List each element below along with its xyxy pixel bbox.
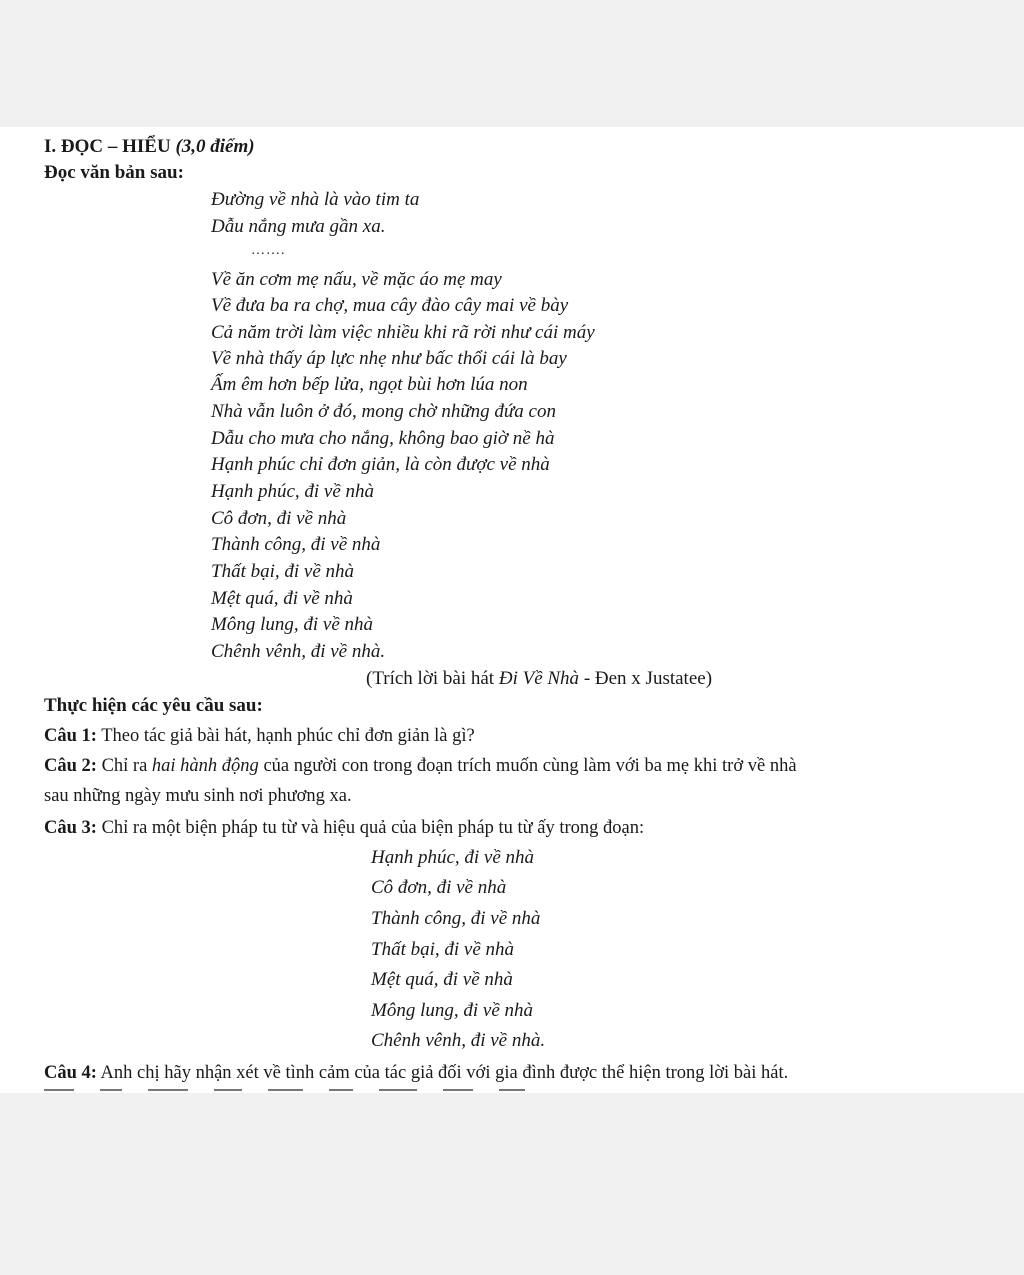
poem-line: Mệt quá, đi về nhà	[211, 588, 353, 609]
poem-line: Hạnh phúc chỉ đơn giản, là còn được về nhà	[211, 454, 550, 475]
section-title	[44, 135, 255, 159]
cropped-next-line	[44, 1089, 604, 1093]
question-2-label: Câu 2:	[44, 756, 97, 776]
poem-line: Cả năm trời làm việc nhiều khi rã rời như cái máy	[211, 322, 595, 343]
question-2-text: Chỉ ra	[96, 756, 152, 776]
excerpt-line: Chênh vênh, đi về nhà.	[371, 1030, 546, 1051]
poem-line: Nhà vẫn luôn ở đó, mong chờ những đứa con	[211, 401, 556, 422]
section-title-text: I. ĐỌC – HIỂU	[44, 136, 176, 157]
poem-line: Về ăn cơm mẹ nấu, về mặc áo mẹ may	[211, 269, 502, 290]
poem-line: Đường về nhà là vào tim ta	[211, 189, 420, 210]
poem-line: Về đưa ba ra chợ, mua cây đào cây mai về bày	[211, 295, 569, 316]
poem-line: Chênh vênh, đi về nhà.	[211, 641, 386, 662]
document-page	[0, 127, 1024, 1093]
section-score: (3,0 điểm)	[175, 136, 255, 157]
question-1-label: Câu 1:	[44, 726, 97, 746]
poem-line: Dẫu nắng mưa gần xa.	[211, 216, 386, 237]
question-1	[44, 724, 475, 748]
question-4	[44, 1061, 788, 1085]
source-prefix: (Trích lời bài hát	[366, 668, 499, 689]
excerpt-line: Thất bại, đi về nhà	[371, 939, 515, 960]
excerpt-line: Mông lung, đi về nhà	[371, 1000, 534, 1021]
excerpt-line: Mệt quá, đi về nhà	[371, 969, 513, 990]
excerpt-line: Thành công, đi về nhà	[371, 908, 541, 929]
excerpt-line: Cô đơn, đi về nhà	[371, 877, 507, 898]
read-instruction: Đọc văn bản sau:	[44, 162, 184, 183]
tasks-heading: Thực hiện các yêu cầu sau:	[44, 695, 263, 716]
poem-line: Hạnh phúc, đi về nhà	[211, 481, 375, 502]
question-2-second-line: sau những ngày mưu sinh nơi phương xa.	[44, 786, 352, 806]
question-3-label: Câu 3:	[44, 818, 97, 838]
poem-line: Thất bại, đi về nhà	[211, 561, 355, 582]
question-4-text: Anh chị hãy nhận xét về tình cảm của tác giả đối với gia đình được thể hiện trong lời bài hát.	[96, 1063, 789, 1083]
question-2-emphasis: hai hành động	[151, 756, 259, 776]
source-artists: - Đen x Justatee)	[579, 668, 713, 689]
question-2	[44, 754, 797, 778]
question-1-text: Theo tác giả bài hát, hạnh phúc chỉ đơn giản là gì?	[96, 726, 475, 746]
question-2-text-continued: của người con trong đoạn trích muốn cùng làm với ba mẹ khi trở về nhà	[258, 756, 797, 776]
poem-line: Thành công, đi về nhà	[211, 534, 381, 555]
poem-line: Dẫu cho mưa cho nắng, không bao giờ nề hà	[211, 428, 555, 449]
poem-line: Mông lung, đi về nhà	[211, 614, 374, 635]
question-3-text: Chỉ ra một biện pháp tu từ và hiệu quả của biện pháp tu từ ấy trong đoạn:	[96, 818, 645, 838]
excerpt-line: Hạnh phúc, đi về nhà	[371, 847, 535, 868]
question-4-label: Câu 4:	[44, 1063, 97, 1083]
poem-line: Về nhà thấy áp lực nhẹ như bấc thổi cái là bay	[211, 348, 567, 369]
poem-ellipsis: …….	[251, 243, 286, 258]
poem-line: Cô đơn, đi về nhà	[211, 508, 347, 529]
poem-line: Ấm êm hơn bếp lửa, ngọt bùi hơn lúa non	[211, 374, 528, 395]
question-3	[44, 816, 644, 840]
source-song-title: Đi Về Nhà	[498, 668, 580, 689]
poem-source	[366, 667, 712, 691]
